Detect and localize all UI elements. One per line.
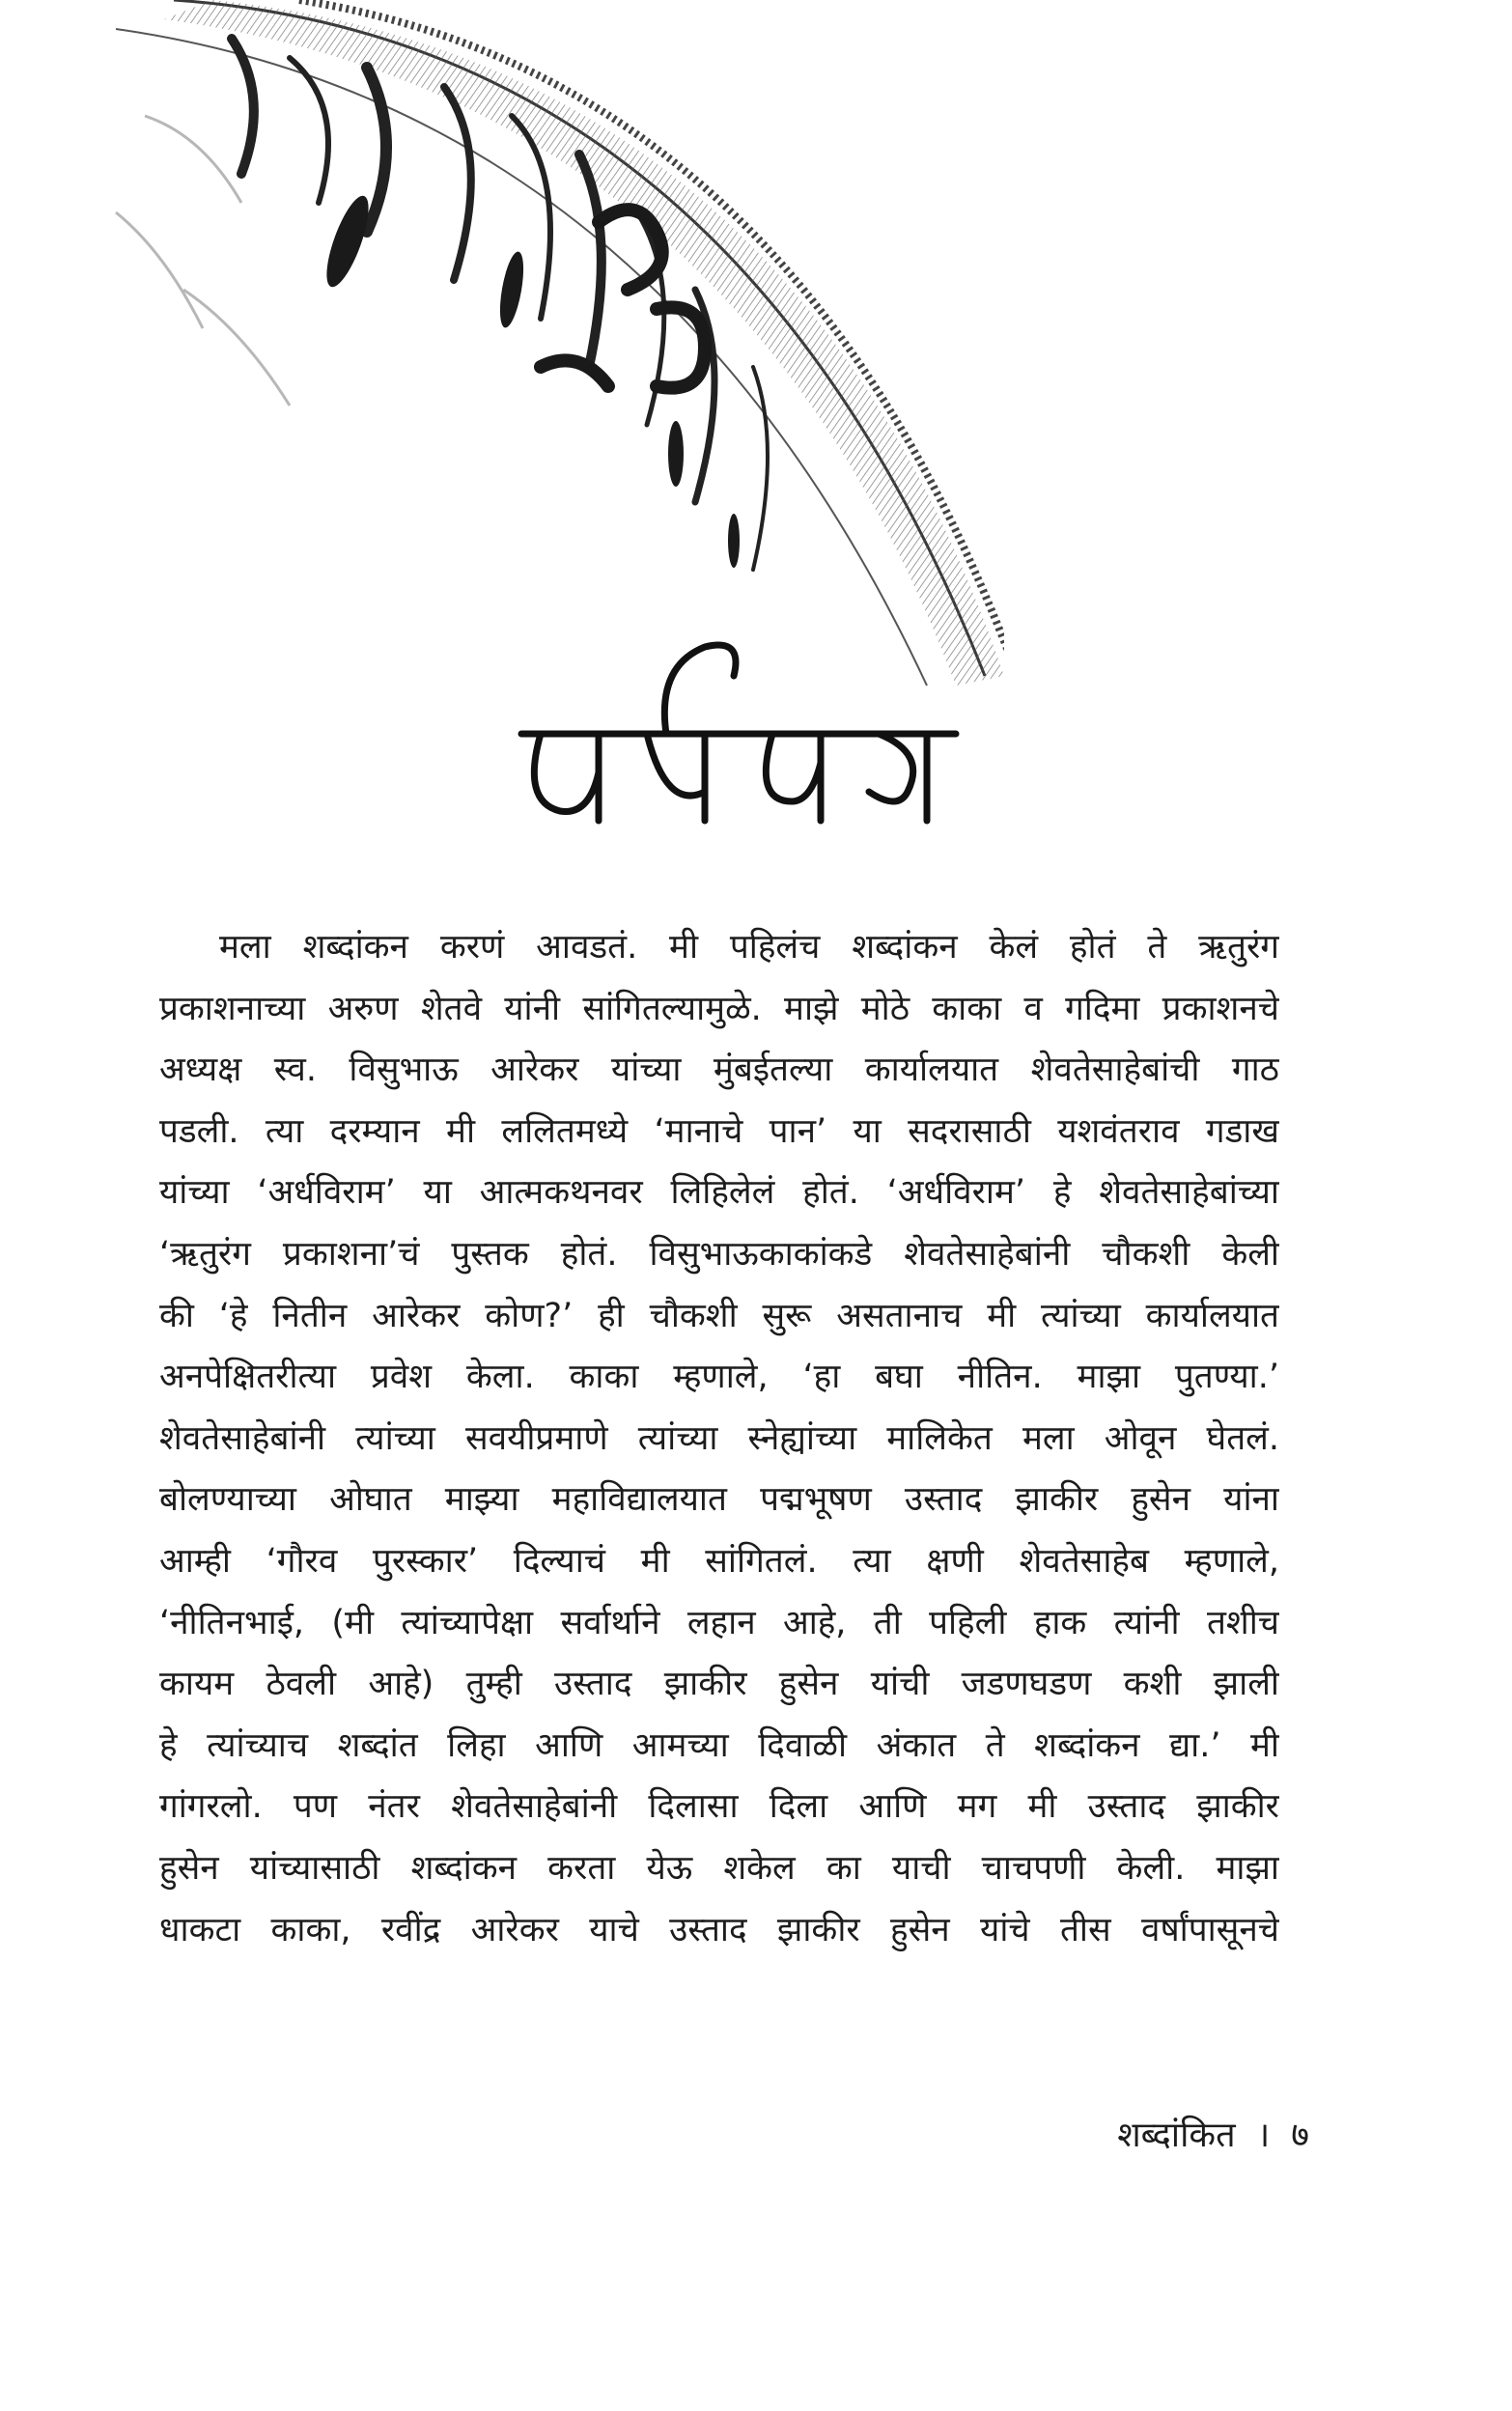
text-line: शेवतेसाहेबांनी त्यांच्या सवयीप्रमाणे त्यांच्या स्नेह्यांच्या मालिकेत मला ओवून घेतलं. [159,1418,1279,1458]
footer-separator: । [1256,2116,1271,2155]
running-title: शब्दांकित [1117,2116,1236,2155]
text-line: ‘ऋतुरंग प्रकाशना’चं पुस्तक होतं. विसुभाऊकाकांकडे शेवतेसाहेबांनी चौकशी केली [159,1234,1279,1274]
text-line: बोलण्याच्या ओघात माझ्या महाविद्यालयात पद्मभूषण उस्ताद झाकीर हुसेन यांना [159,1480,1279,1520]
text-line: ‘नीतिनभाई, (मी त्यांच्यापेक्षा सर्वार्थाने लहान आहे, ती पहिली हाक त्यांनी तशीच [159,1603,1279,1642]
text-line: अनपेक्षितरीत्या प्रवेश केला. काका म्हणाले, ‘हा बघा नीतिन. माझा पुतण्या.’ [159,1358,1279,1397]
text-line: धाकटा काका, रवींद्र आरेकर याचे उस्ताद झाकीर हुसेन यांचे तीस वर्षांपासूनचे [159,1910,1279,1949]
text-line: हे त्यांच्याच शब्दांत लिहा आणि आमच्या दिवाळी अंकात ते शब्दांकन द्या.’ मी [159,1725,1279,1765]
text-line: पडली. त्या दरम्यान मी ललितमध्ये ‘मानाचे पान’ या सदरासाठी यशवंतराव गडाख [159,1111,1279,1151]
text-line: हुसेन यांच्यासाठी शब्दांकन करता येऊ शकेल का याची चाचपणी केली. माझा [159,1848,1279,1888]
text-line: प्रकाशनाच्या अरुण शेतवे यांनी सांगितल्यामुळे. माझे मोठे काका व गदिमा प्रकाशनचे [159,989,1279,1028]
page-number: ७ [1291,2116,1309,2155]
text-line: यांच्या ‘अर्धविराम’ या आत्मकथनवर लिहिलेलं होतं. ‘अर्धविराम’ हे शेवतेसाहेबांच्या [159,1173,1279,1213]
text-line: कायम ठेवली आहे) तुम्ही उस्ताद झाकीर हुसेन यांची जडणघडण कशी झाली [159,1665,1279,1704]
text-line: गांगरलो. पण नंतर शेवतेसाहेबांनी दिलासा दिला आणि मग मी उस्ताद झाकीर [159,1787,1279,1827]
text-line: की ‘हे नितीन आरेकर कोण?’ ही चौकशी सुरू असतानाच मी त्यांच्या कार्यालयात [159,1296,1279,1335]
text-line: अध्यक्ष स्व. विसुभाऊ आरेकर यांच्या मुंबईतल्या कार्यालयात शेवतेसाहेबांची गाठ [159,1051,1279,1090]
page-footer [1117,2110,1309,2157]
body-paragraph [159,917,1279,1961]
chapter-title [502,589,1004,840]
text-line: मला शब्दांकन करणं आवडतं. मी पहिलंच शब्दांकन केलं होतं ते ऋतुरंग [219,928,1279,967]
text-line: आम्ही ‘गौरव पुरस्कार’ दिल्याचं मी सांगितलं. त्या क्षणी शेवतेसाहेब म्हणाले, [159,1541,1279,1581]
